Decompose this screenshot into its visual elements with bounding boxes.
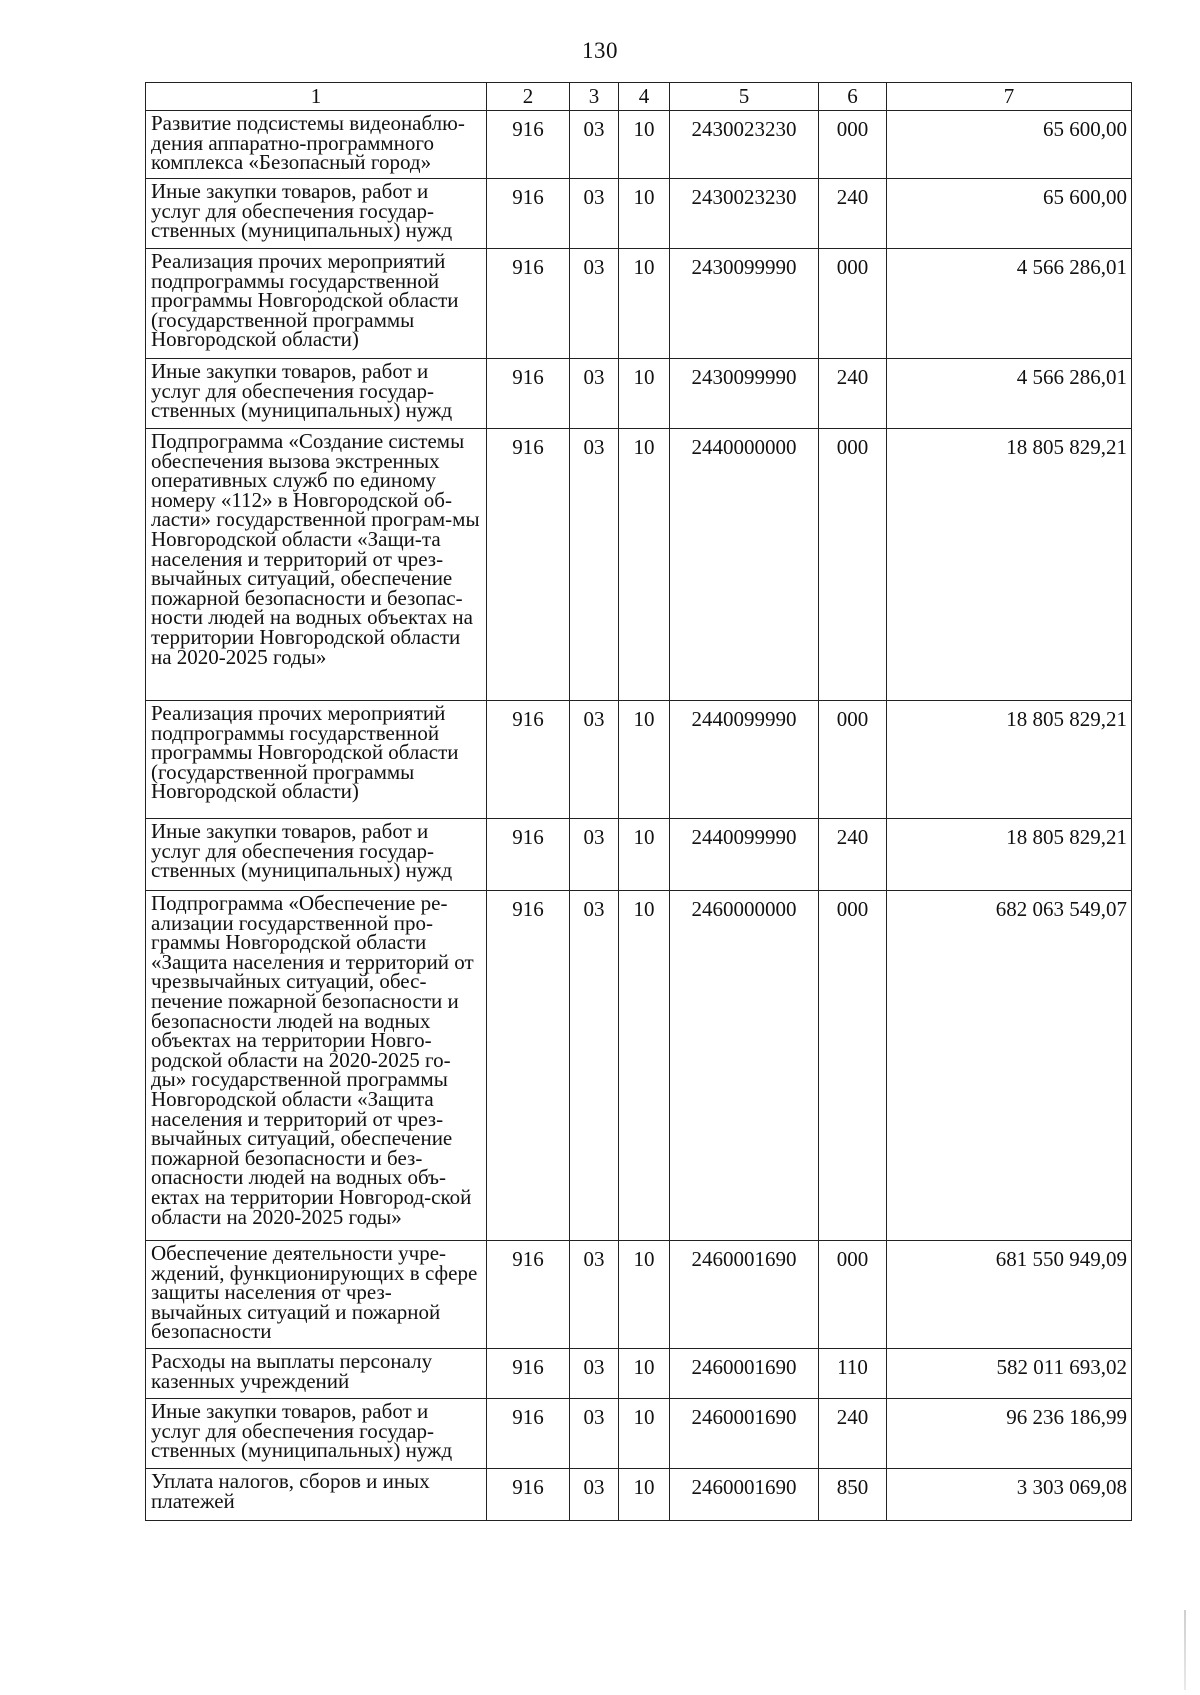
- subsection-code: 10: [619, 249, 670, 359]
- ministry-code: 916: [487, 429, 570, 701]
- row-name: Реализация прочих мероприятий подпрограммы государственной программы Новгородской области (государственной программы Новгородской области): [146, 701, 487, 819]
- section-code: 03: [570, 359, 619, 429]
- section-code: 03: [570, 179, 619, 249]
- subsection-code: 10: [619, 179, 670, 249]
- table-row: [146, 249, 1132, 359]
- amount: 65 600,00: [887, 111, 1132, 179]
- header-col-1: 1: [146, 83, 487, 111]
- row-name: Подпрограмма «Обеспечение ре-ализации государственной про-граммы Новгородской области «Защита населения и территорий от чрезвычайных ситуаций, обес-печение пожарной безопасности и безопасности людей на водных объектах на территории Новго-родской области на 2020-2025 го-ды» государственной программы Новгородской области «Защита населения и территорий от чрез-вычайных ситуаций, обеспечение пожарной безопасности и без-опасности людей на водных объ-ектах на территории Новгород-ской области на 2020-2025 годы»: [146, 891, 487, 1241]
- target-article-code: 2430023230: [670, 111, 819, 179]
- subsection-code: 10: [619, 1241, 670, 1349]
- section-code: 03: [570, 1241, 619, 1349]
- table-row: [146, 1241, 1132, 1349]
- ministry-code: 916: [487, 1399, 570, 1469]
- target-article-code: 2430023230: [670, 179, 819, 249]
- section-code: 03: [570, 891, 619, 1241]
- header-col-3: 3: [570, 83, 619, 111]
- ministry-code: 916: [487, 111, 570, 179]
- table-row: [146, 1349, 1132, 1399]
- row-name: Иные закупки товаров, работ и услуг для обеспечения государ-ственных (муниципальных) нужд: [146, 179, 487, 249]
- table-row: [146, 701, 1132, 819]
- ministry-code: 916: [487, 819, 570, 891]
- row-name: Расходы на выплаты персоналу казенных учреждений: [146, 1349, 487, 1399]
- budget-table: [145, 82, 1132, 1521]
- header-col-2: 2: [487, 83, 570, 111]
- table-row: [146, 1399, 1132, 1469]
- row-name: Иные закупки товаров, работ и услуг для обеспечения государ-ственных (муниципальных) нужд: [146, 819, 487, 891]
- expense-type-code: 110: [819, 1349, 887, 1399]
- subsection-code: 10: [619, 891, 670, 1241]
- table-row: [146, 359, 1132, 429]
- header-row: [146, 83, 1132, 111]
- table-row: [146, 891, 1132, 1241]
- ministry-code: 916: [487, 1241, 570, 1349]
- row-name: Уплата налогов, сборов и иных платежей: [146, 1469, 487, 1521]
- ministry-code: 916: [487, 179, 570, 249]
- section-code: 03: [570, 111, 619, 179]
- amount: 682 063 549,07: [887, 891, 1132, 1241]
- amount: 18 805 829,21: [887, 819, 1132, 891]
- amount: 4 566 286,01: [887, 359, 1132, 429]
- subsection-code: 10: [619, 1349, 670, 1399]
- row-name: Иные закупки товаров, работ и услуг для обеспечения государ-ственных (муниципальных) нужд: [146, 1399, 487, 1469]
- table-row: [146, 819, 1132, 891]
- header-col-7: 7: [887, 83, 1132, 111]
- expense-type-code: 000: [819, 111, 887, 179]
- amount: 3 303 069,08: [887, 1469, 1132, 1521]
- row-name: Обеспечение деятельности учре-ждений, функционирующих в сфере защиты населения от чрез-вычайных ситуаций и пожарной безопасности: [146, 1241, 487, 1349]
- subsection-code: 10: [619, 111, 670, 179]
- row-name: Подпрограмма «Создание системы обеспечения вызова экстренных оперативных служб по единому номеру «112» в Новгородской об-ласти» государственной програм-мы Новгородской области «Защи-та населения и территорий от чрез-вычайных ситуаций, обеспечение пожарной безопасности и безопас-ности людей на водных объектах на территории Новгородской области на 2020-2025 годы»: [146, 429, 487, 701]
- subsection-code: 10: [619, 1399, 670, 1469]
- expense-type-code: 240: [819, 1399, 887, 1469]
- subsection-code: 10: [619, 429, 670, 701]
- row-name: Развитие подсистемы видеонаблю-дения аппаратно-программного комплекса «Безопасный город»: [146, 111, 487, 179]
- target-article-code: 2460001690: [670, 1399, 819, 1469]
- header-col-6: 6: [819, 83, 887, 111]
- row-name: Иные закупки товаров, работ и услуг для обеспечения государ-ственных (муниципальных) нужд: [146, 359, 487, 429]
- target-article-code: 2430099990: [670, 359, 819, 429]
- row-name: Реализация прочих мероприятий подпрограммы государственной программы Новгородской области (государственной программы Новгородской области): [146, 249, 487, 359]
- section-code: 03: [570, 1399, 619, 1469]
- ministry-code: 916: [487, 701, 570, 819]
- target-article-code: 2440099990: [670, 819, 819, 891]
- table-row: [146, 429, 1132, 701]
- expense-type-code: 000: [819, 1241, 887, 1349]
- amount: 4 566 286,01: [887, 249, 1132, 359]
- table-row: [146, 111, 1132, 179]
- amount: 18 805 829,21: [887, 429, 1132, 701]
- expense-type-code: 000: [819, 429, 887, 701]
- ministry-code: 916: [487, 1469, 570, 1521]
- expense-type-code: 240: [819, 359, 887, 429]
- amount: 96 236 186,99: [887, 1399, 1132, 1469]
- expense-type-code: 850: [819, 1469, 887, 1521]
- header-col-4: 4: [619, 83, 670, 111]
- page-number: 130: [582, 38, 618, 63]
- header-col-5: 5: [670, 83, 819, 111]
- table-row: [146, 179, 1132, 249]
- amount: 65 600,00: [887, 179, 1132, 249]
- target-article-code: 2460001690: [670, 1349, 819, 1399]
- scan-edge-mark: [1184, 1610, 1186, 1690]
- expense-type-code: 240: [819, 819, 887, 891]
- subsection-code: 10: [619, 701, 670, 819]
- section-code: 03: [570, 819, 619, 891]
- target-article-code: 2460000000: [670, 891, 819, 1241]
- subsection-code: 10: [619, 1469, 670, 1521]
- ministry-code: 916: [487, 891, 570, 1241]
- ministry-code: 916: [487, 359, 570, 429]
- target-article-code: 2440000000: [670, 429, 819, 701]
- section-code: 03: [570, 1349, 619, 1399]
- target-article-code: 2430099990: [670, 249, 819, 359]
- amount: 681 550 949,09: [887, 1241, 1132, 1349]
- section-code: 03: [570, 249, 619, 359]
- amount: 18 805 829,21: [887, 701, 1132, 819]
- section-code: 03: [570, 701, 619, 819]
- ministry-code: 916: [487, 249, 570, 359]
- target-article-code: 2460001690: [670, 1241, 819, 1349]
- section-code: 03: [570, 1469, 619, 1521]
- section-code: 03: [570, 429, 619, 701]
- expense-type-code: 000: [819, 701, 887, 819]
- target-article-code: 2460001690: [670, 1469, 819, 1521]
- expense-type-code: 000: [819, 891, 887, 1241]
- table-row: [146, 1469, 1132, 1521]
- subsection-code: 10: [619, 819, 670, 891]
- amount: 582 011 693,02: [887, 1349, 1132, 1399]
- ministry-code: 916: [487, 1349, 570, 1399]
- target-article-code: 2440099990: [670, 701, 819, 819]
- subsection-code: 10: [619, 359, 670, 429]
- expense-type-code: 000: [819, 249, 887, 359]
- expense-type-code: 240: [819, 179, 887, 249]
